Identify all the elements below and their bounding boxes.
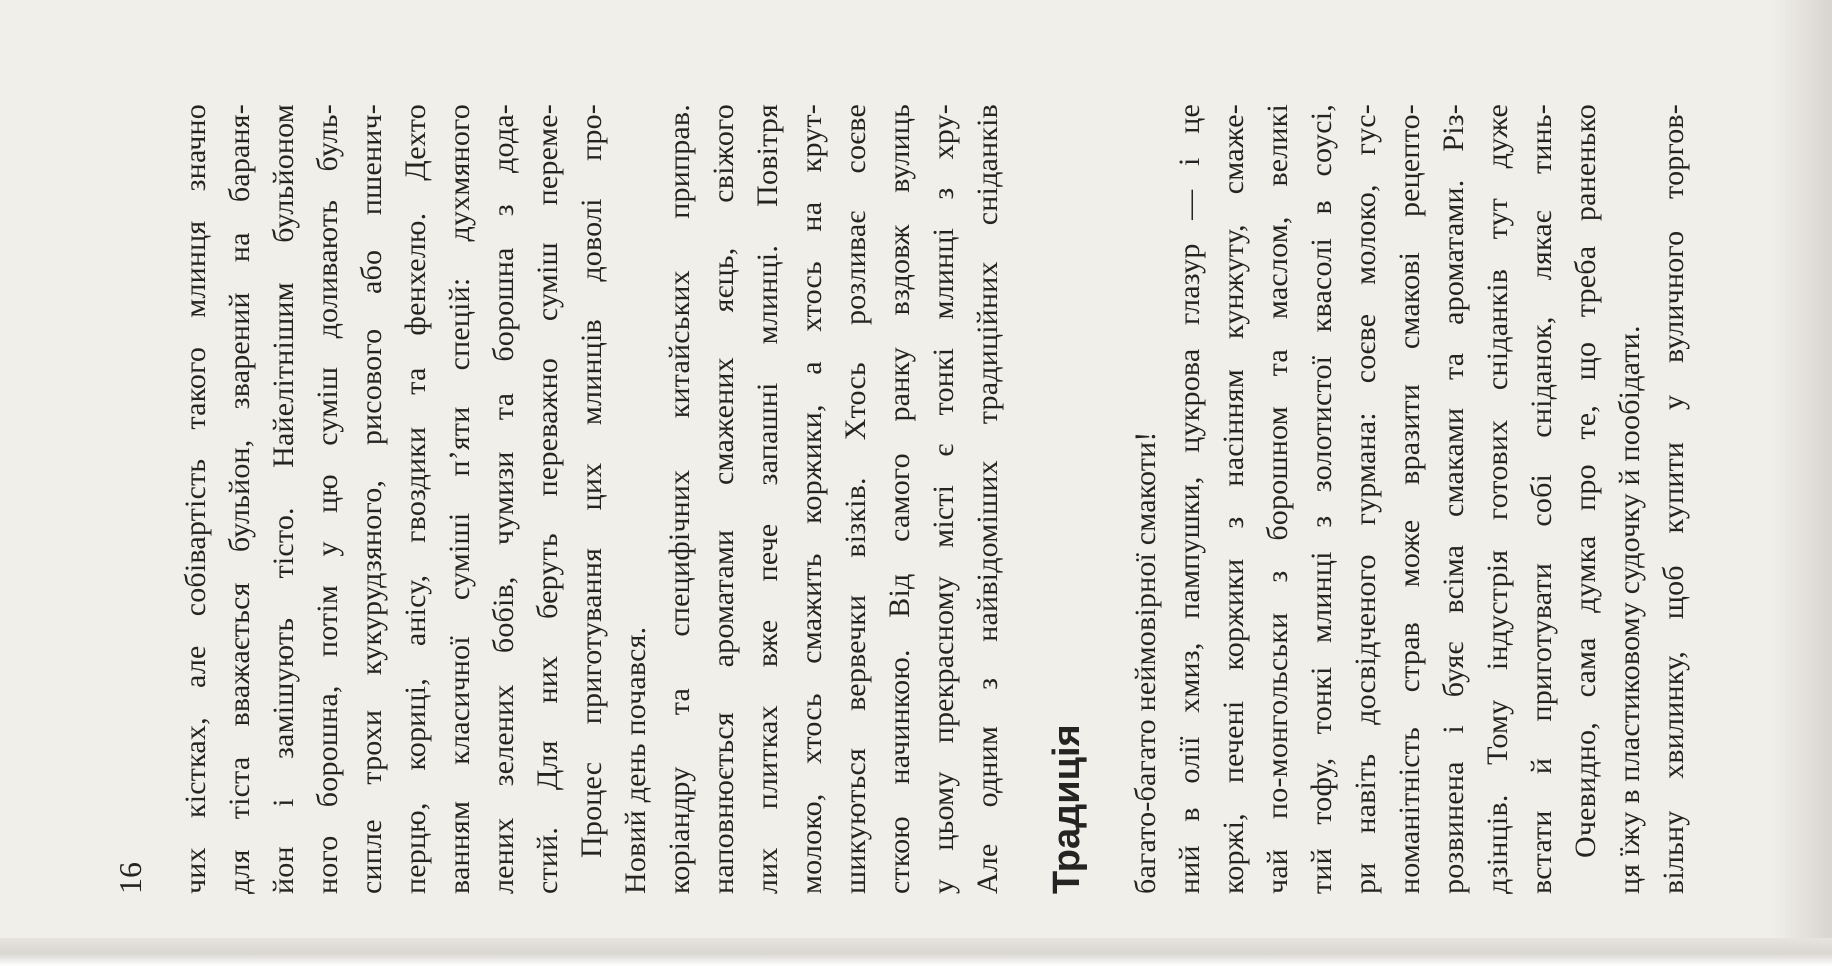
text-line: у цьому прекрасному місті є тонкі млинці з хру-: [927, 104, 960, 894]
footer-gap: [152, 104, 174, 894]
text-line: для тіста вважається бульйон, зварений на бараня-: [223, 104, 256, 894]
text-line: сткою начинкою. Від самого ранку вздовж вулиць: [883, 104, 916, 894]
rotated-book-page: [86, 104, 1696, 894]
text-line: розвинена і буяє всіма смаками та ароматами. Різ-: [1437, 104, 1470, 894]
text-line: встати й приготувати собі сніданок, лякає тинь-: [1525, 104, 1558, 894]
text-line: дзінців. Тому індустрія готових сніданків тут дуже: [1481, 104, 1514, 894]
text-line: багато-багато неймовірної смакоти!: [1129, 431, 1162, 894]
text-line: молоко, хтось смажить коржики, а хтось на крут-: [795, 104, 828, 894]
text-line: Але одним з найвідоміших традиційних сніданків: [971, 104, 1004, 894]
text-line: коржі, печені коржики з насінням кунжуту, смаже-: [1217, 104, 1250, 894]
text-column: [86, 104, 1696, 894]
text-line: шикуються вервечки візків. Хтось розливає соєве: [839, 104, 872, 894]
text-line: вільну хвилинку, щоб купити у вуличного торгов-: [1657, 104, 1690, 894]
section-heading: Традиція: [1046, 724, 1088, 894]
text-line: чай по-монгольськи з борошном та маслом, великі: [1261, 104, 1294, 894]
text-line: лених зелених бобів, чумизи та борошна з дода-: [487, 104, 520, 894]
section-gap: [1102, 104, 1124, 894]
text-line: Новий день почався.: [619, 626, 652, 894]
page-edge-shadow: [0, 938, 1832, 966]
section-gap: [1010, 104, 1032, 894]
text-line: стий. Для них беруть переважно суміш переме-: [531, 104, 564, 894]
page-number: 16: [112, 862, 148, 894]
text-line: чих кістках, але собівартість такого млинця значно: [179, 104, 212, 894]
spine-shadow: [1772, 0, 1832, 966]
text-line: ця їжу в пластиковому судочку й пообідати.: [1613, 325, 1646, 894]
text-line: Очевидно, сама думка про те, що треба раненько: [1569, 104, 1602, 858]
text-line: наповнюється ароматами смажених яєць, свіжого: [707, 104, 740, 894]
text-line: перцю, кориці, анісу, гвоздики та фенхелю. Дехто: [399, 104, 432, 894]
text-line: Процес приготування цих млинців доволі про-: [575, 104, 608, 858]
text-line: ри навіть досвідченого гурмана: соєве молоко, гус-: [1349, 104, 1382, 894]
text-line: ний в олії хмиз, пампушки, цукрова глазур — і це: [1173, 104, 1206, 894]
text-line: коріандру та специфічних китайських приправ.: [663, 104, 696, 894]
text-line: ного борошна, потім у цю суміш доливають буль-: [311, 104, 344, 894]
text-line: ванням класичної суміші п’яти спецій: духмяного: [443, 104, 476, 894]
text-line: йон і замішують тісто. Найелітнішим бульйоном: [267, 104, 300, 894]
text-line: лих плитках вже пече запашні млинці. Повітря: [751, 104, 784, 894]
text-line: номанітність страв може вразити смакові рецепто-: [1393, 104, 1426, 894]
text-line: сипле трохи кукурудзяного, рисового або пшенич-: [355, 104, 388, 894]
text-line: тий тофу, тонкі млинці з золотистої квасолі в соусі,: [1305, 104, 1338, 894]
